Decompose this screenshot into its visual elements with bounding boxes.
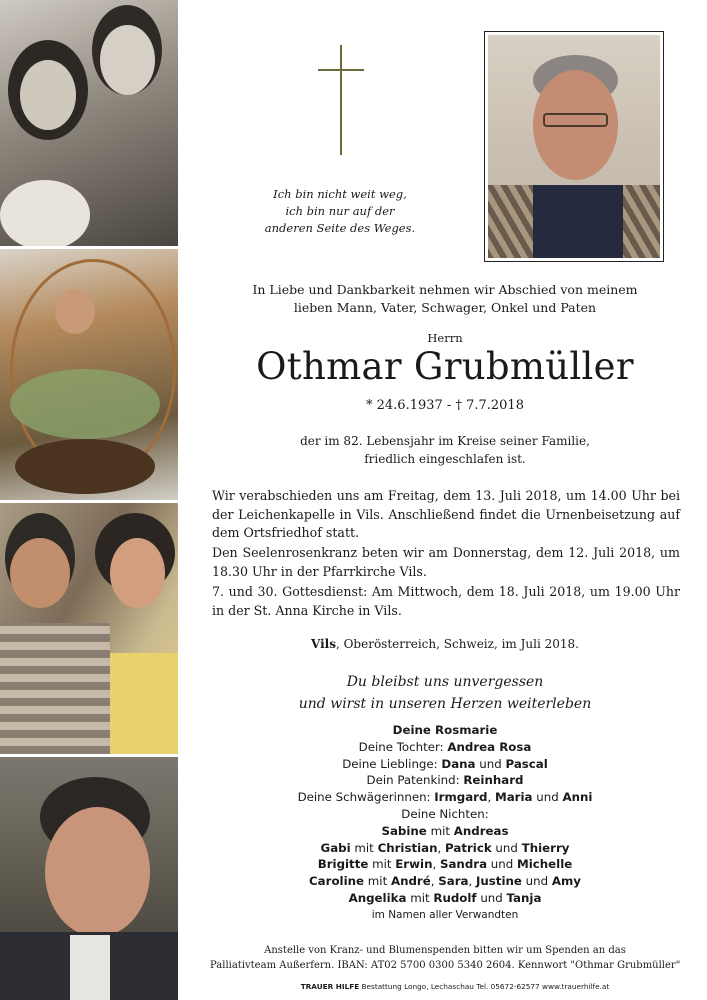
portrait-photo-older	[0, 757, 178, 1000]
wedding-photo	[0, 0, 178, 246]
motto: Du bleibst uns unvergessen und wirst in unseren Herzen weiterleben	[298, 674, 592, 712]
service-paragraph: 7. und 30. Gottesdienst: Am Mittwoch, dem 18. Juli 2018, um 19.00 Uhr in der St. Anna Kirche in Vils.	[212, 584, 680, 618]
cross-icon	[318, 45, 364, 155]
passing-text: der im 82. Lebensjahr im Kreise seiner Familie, friedlich eingeschlafen ist.	[300, 434, 590, 466]
photo-strip	[0, 0, 178, 1000]
family-list: Deine Rosmarie Deine Tochter: Andrea Rosa Deine Lieblinge: Dana und Pascal Dein Patenkind: Reinhard Deine Schwägerinnen: Irmgard, Maria und Anni Deine Nichten: Sabine mit Andreas Gabi mit Christian, Patrick und Thierry Brigitte mit Erwin, Sandra und Michelle Caroline mit André, Sara, Justine und Amy Angelika mit Rudolf und Tanja im Namen aller Verwandten	[297, 723, 593, 921]
deceased-portrait	[484, 31, 664, 262]
donation-note: Anstelle von Kranz- und Blumenspenden bitten wir um Spenden an das Palliativteam Außerfern. IBAN: AT02 5700 0300 5340 2604. Kennwort "Othmar Grubmüller"	[210, 945, 681, 971]
deceased-name: Othmar Grubmüller	[256, 345, 634, 388]
couple-photo	[0, 503, 178, 754]
verse: Ich bin nicht weit weg, ich bin nur auf der anderen Seite des Weges.	[264, 187, 416, 235]
rosary-paragraph: Den Seelenrosenkranz beten wir am Donnerstag, dem 12. Juli 2018, um 18.30 Uhr in der Pfarrkirche Vils.	[212, 545, 680, 579]
funeral-paragraph: Wir verabschieden uns am Freitag, dem 13. Juli 2018, um 14.00 Uhr bei der Leichenkapelle in Vils. Anschließend findet die Urnenbeisetzung auf dem Ortsfriedhof statt.	[212, 488, 680, 540]
life-dates: * 24.6.1937 - † 7.7.2018	[366, 398, 524, 413]
gift-basket-photo	[0, 249, 178, 500]
place-date: Vils, Oberösterreich, Schweiz, im Juli 2018.	[310, 637, 579, 651]
intro-text: In Liebe und Dankbarkeit nehmen wir Abschied von meinem lieben Mann, Vater, Schwager, Onkel und Paten	[252, 282, 638, 315]
salutation: Herrn	[427, 331, 463, 345]
funeral-home-credit: TRAUER HILFE Bestattung Longo, Lechaschau Tel. 05672-62577 www.trauerhilfe.at	[300, 982, 610, 991]
